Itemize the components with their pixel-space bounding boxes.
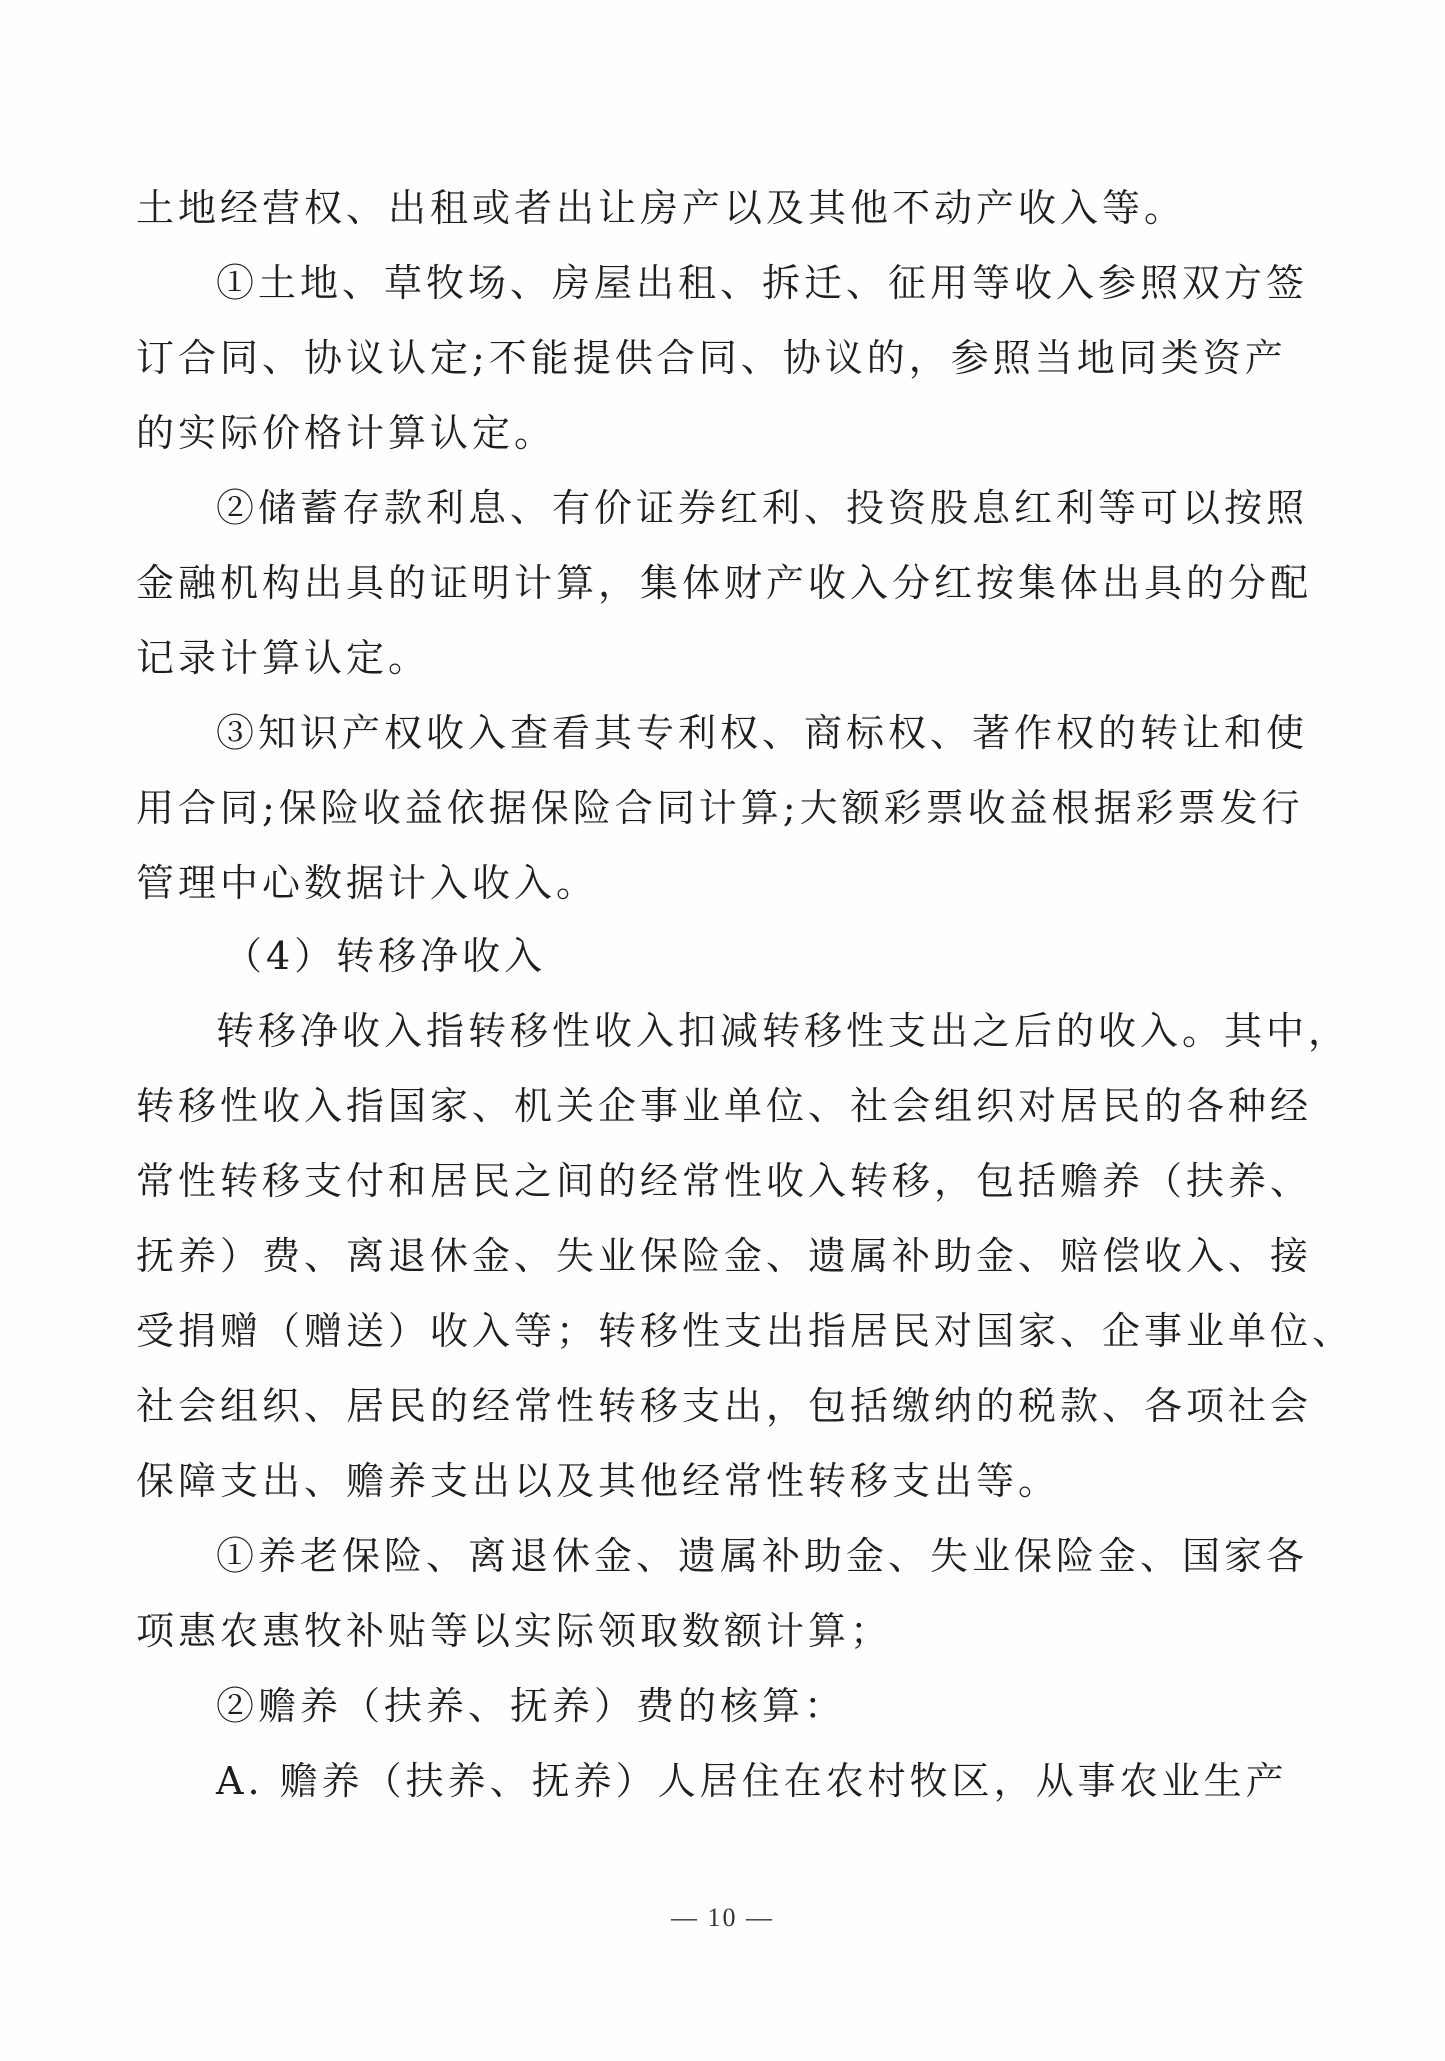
text-line: A. 赡养（扶养、抚养）人居住在农村牧区，从事农业生产 [216,1759,1288,1803]
text-line: 项惠农惠牧补贴等以实际领取数额计算； [136,1609,893,1653]
text-line: 用合同;保险收益依据保险合同计算;大额彩票收益根据彩票发行 [136,786,1304,830]
page-number: — 10 — [671,1903,774,1932]
text-line: 订合同、协议认定;不能提供合同、协议的，参照当地同类资产 [136,336,1287,380]
text-line: 保障支出、赡养支出以及其他经常性转移支出等。 [136,1459,1061,1503]
text-line: 常性转移支付和居民之间的经常性收入转移，包括赡养（扶养、 [136,1159,1313,1203]
text-line: 管理中心数据计入收入。 [136,861,599,905]
text-line: 金融机构出具的证明计算，集体财产收入分红按集体出具的分配 [136,561,1313,605]
text-line: 的实际价格计算认定。 [136,411,557,455]
text-line: 抚养）费、离退休金、失业保险金、遗属补助金、赔偿收入、接 [136,1234,1313,1278]
text-line: 社会组织、居民的经常性转移支出，包括缴纳的税款、各项社会 [136,1384,1313,1428]
text-line: ③知识产权收入查看其专利权、商标权、著作权的转让和使 [216,711,1309,755]
text-line: ①土地、草牧场、房屋出租、拆迁、征用等收入参照双方签 [216,261,1309,305]
text-line: ②赡养（扶养、抚养）费的核算： [216,1684,847,1728]
text-line: 记录计算认定。 [136,636,431,680]
text-line: 转移性收入指国家、机关企事业单位、社会组织对居民的各种经 [136,1084,1313,1128]
text-line: 转移净收入指转移性收入扣减转移性支出之后的收入。其中， [216,1009,1351,1053]
section-heading: （4）转移净收入 [224,934,547,978]
text-line: 土地经营权、出租或者出让房产以及其他不动产收入等。 [136,186,1187,230]
text-line: 受捐赠（赠送）收入等；转移性支出指居民对国家、企事业单位、 [136,1309,1355,1353]
text-line: ①养老保险、离退休金、遗属补助金、失业保险金、国家各 [216,1534,1309,1578]
text-line: ②储蓄存款利息、有价证券红利、投资股息红利等可以按照 [216,486,1309,530]
